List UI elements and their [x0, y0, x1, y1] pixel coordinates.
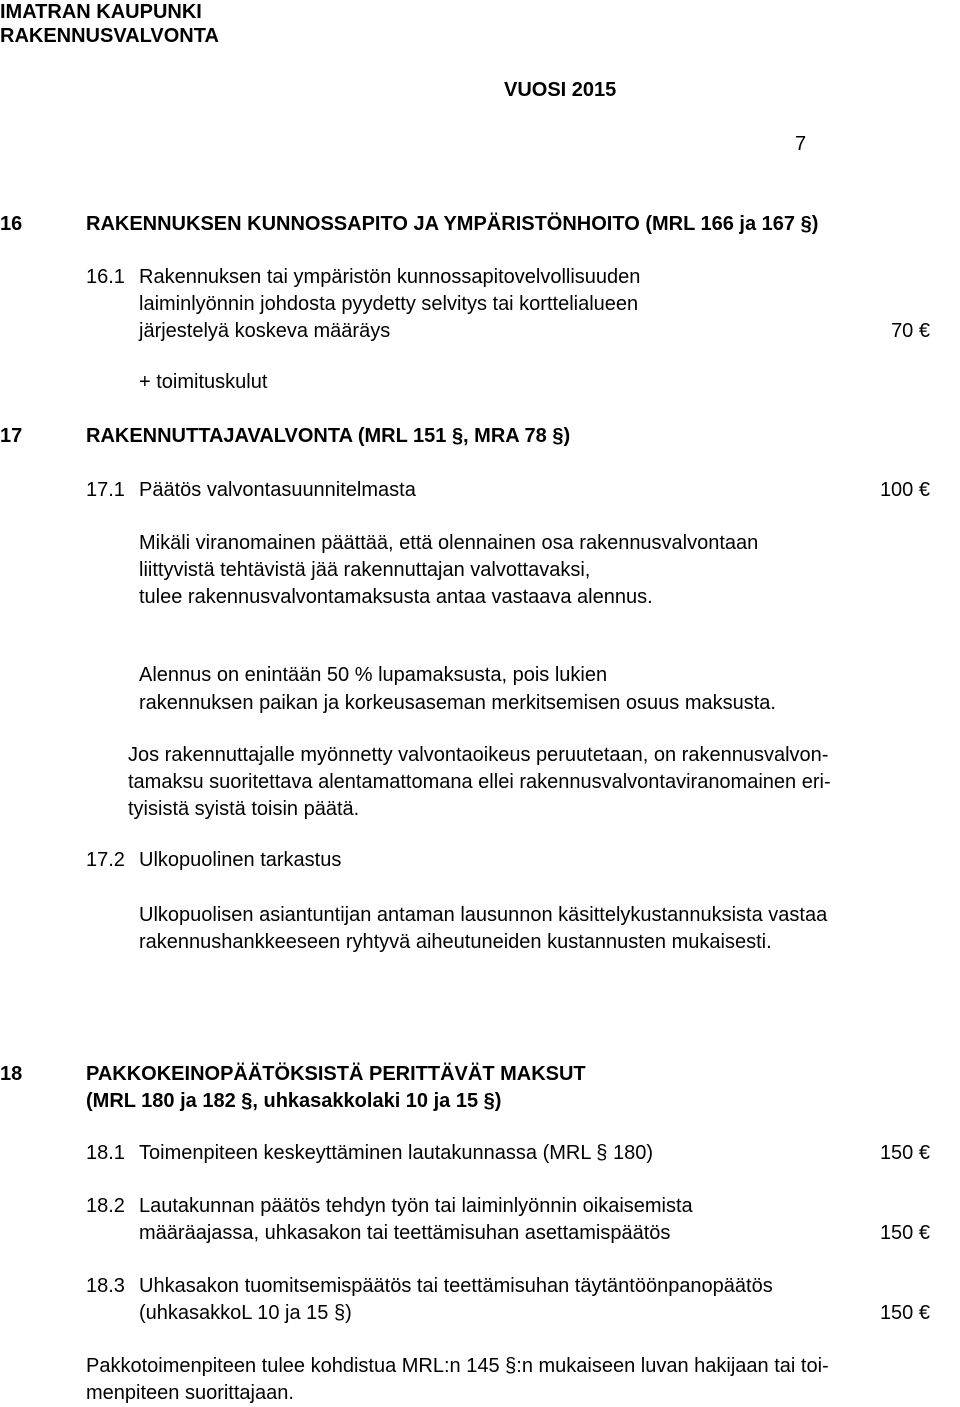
section-18-title-line2: (MRL 180 ja 182 §, uhkasakkolaki 10 ja 15 §): [86, 1090, 502, 1112]
item-17-1-paragraph1-line2: liittyvistä tehtävistä jää rakennuttajan valvottavaksi,: [139, 559, 591, 581]
item-18-1-price: 150 €: [879, 1142, 930, 1164]
section-16-number: 16: [0, 213, 23, 235]
item-17-1-paragraph3-line1: Jos rakennuttajalle myönnetty valvontaoikeus peruutetaan, on rakennusvalvon-: [128, 744, 829, 766]
item-17-1-paragraph2-line2: rakennuksen paikan ja korkeusaseman merkitsemisen osuus maksusta.: [139, 692, 776, 714]
item-17-1-paragraph3-line2: tamaksu suoritettava alentamattomana ellei rakennusvalvontaviranomainen eri-: [128, 771, 831, 793]
item-18-2-text-line1: Lautakunnan päätös tehdyn työn tai laiminlyönnin oikaisemista: [139, 1195, 693, 1217]
item-16-1-text-line2: laiminlyönnin johdosta pyydetty selvitys tai korttelialueen: [139, 293, 639, 315]
item-18-2-price: 150 €: [879, 1222, 930, 1244]
item-17-1-paragraph1-line1: Mikäli viranomainen päättää, että olennainen osa rakennusvalvontaan: [139, 532, 759, 554]
section-18-note-line1: Pakkotoimenpiteen tulee kohdistua MRL:n 145 §:n mukaiseen luvan hakijaan tai toi-: [86, 1355, 829, 1377]
section-16-title: RAKENNUKSEN KUNNOSSAPITO JA YMPÄRISTÖNHOITO (MRL 166 ja 167 §): [86, 213, 819, 235]
item-18-3-text-line1: Uhkasakon tuomitsemispäätös tai teettämisuhan täytäntöönpanopäätös: [139, 1275, 773, 1297]
item-16-1-number: 16.1: [86, 266, 125, 288]
item-17-2-label: Ulkopuolinen tarkastus: [139, 849, 342, 871]
section-18-note-line2: menpiteen suorittajaan.: [86, 1382, 294, 1404]
org-name: IMATRAN KAUPUNKI: [0, 1, 202, 23]
department-name: RAKENNUSVALVONTA: [0, 25, 219, 47]
item-17-1-price: 100 €: [879, 479, 930, 501]
item-18-3-text-line2: (uhkasakkoL 10 ja 15 §): [139, 1302, 352, 1324]
item-17-1-number: 17.1: [86, 479, 125, 501]
item-18-1-number: 18.1: [86, 1142, 125, 1164]
item-18-1-label: Toimenpiteen keskeyttäminen lautakunnassa (MRL § 180): [139, 1142, 653, 1164]
item-16-1-price: 70 €: [891, 320, 930, 342]
item-18-2-number: 18.2: [86, 1195, 125, 1217]
document-year: VUOSI 2015: [504, 79, 617, 101]
section-18-number: 18: [0, 1063, 23, 1085]
item-17-2-paragraph-line2: rakennushankkeeseen ryhtyvä aiheutuneiden kustannusten mukaisesti.: [139, 931, 772, 953]
item-18-2-text-line2: määräajassa, uhkasakon tai teettämisuhan asettamispäätös: [139, 1222, 671, 1244]
section-18-title-line1: PAKKOKEINOPÄÄTÖKSISTÄ PERITTÄVÄT MAKSUT: [86, 1063, 586, 1085]
item-17-1-paragraph2-line1: Alennus on enintään 50 % lupamaksusta, pois lukien: [139, 664, 608, 686]
item-16-1-extra: + toimituskulut: [139, 371, 268, 393]
item-17-1-paragraph3-line3: tyisistä syistä toisin päätä.: [128, 798, 360, 820]
item-16-1-text-line1: Rakennuksen tai ympäristön kunnossapitovelvollisuuden: [139, 266, 641, 288]
item-17-1-label: Päätös valvontasuunnitelmasta: [139, 479, 416, 501]
section-17-title: RAKENNUTTAJAVALVONTA (MRL 151 §, MRA 78 §): [86, 425, 571, 447]
item-18-3-number: 18.3: [86, 1275, 125, 1297]
page-number: 7: [795, 133, 807, 155]
item-16-1-text-line3: järjestelyä koskeva määräys: [139, 320, 391, 342]
item-18-3-price: 150 €: [879, 1302, 930, 1324]
item-17-2-paragraph-line1: Ulkopuolisen asiantuntijan antaman lausunnon käsittelykustannuksista vastaa: [139, 904, 828, 926]
item-17-1-paragraph1-line3: tulee rakennusvalvontamaksusta antaa vastaava alennus.: [139, 586, 653, 608]
item-17-2-number: 17.2: [86, 849, 125, 871]
section-17-number: 17: [0, 425, 23, 447]
